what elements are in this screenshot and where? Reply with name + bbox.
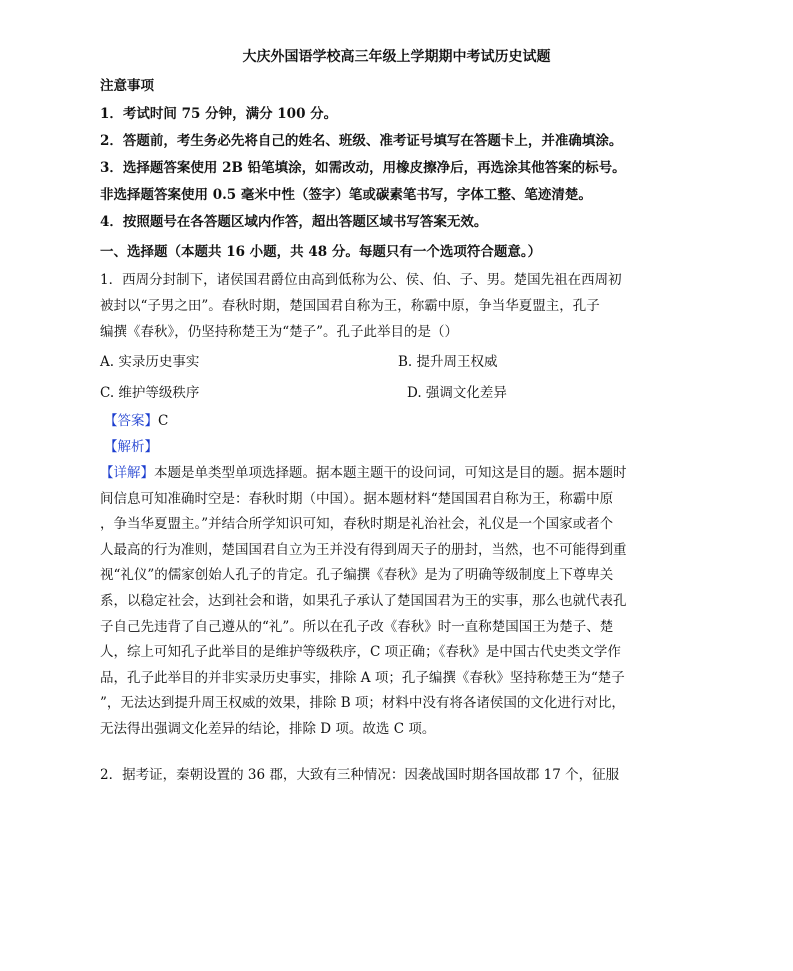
detail-line-8: 人，综上可知孔子此举目的是维护等级秩序，C 项正确；《春秋》是中国古代史类文学作 — [100, 644, 621, 661]
q1-stem-line-1: 1．西周分封制下，诸侯国君爵位由高到低称为公、侯、伯、子、男。楚国先祖在西周初 — [100, 272, 622, 288]
section-heading: 一、选择题（本题共 16 小题，共 48 分。每题只有一个选项符合题意。） — [100, 244, 542, 260]
q1-stem-line-3: 编撰《春秋》，仍坚持称楚王为“楚子”。孔子此举目的是（） — [100, 324, 459, 340]
q2-stem: 2．据考证，秦朝设置的 36 郡，大致有三种情况：因袭战国时期各国故郡 17 个，征服 — [100, 767, 620, 783]
detail-line-3: ，争当华夏盟主。”并结合所学知识可知，春秋时期是礼治社会，礼仪是一个国家或者个 — [100, 516, 614, 533]
detail-line-11: 无法得出强调文化差异的结论，排除 D 项。故选 C 项。 — [100, 720, 436, 737]
page-title: 大庆外国语学校高三年级上学期期中考试历史试题 — [242, 49, 551, 65]
notice-item-1: 1．考试时间 75 分钟，满分 100 分。 — [100, 106, 338, 122]
detail-line-9: 品，孔子此举目的并非实录历史事实，排除 A 项；孔子编撰《春秋》坚持称楚王为“楚子 — [100, 669, 625, 686]
answer-label: 【答案】 — [104, 413, 158, 429]
detail-line-4: 人最高的行为准则，楚国国君自立为王并没有得到周天子的册封，当然，也不可能得到重 — [100, 541, 627, 558]
q1-detail — [100, 461, 645, 743]
q1-stem-line-2: 被封以“子男之田”。春秋时期，楚国国君自称为王，称霸中原，争当华夏盟主，孔子 — [100, 298, 600, 314]
notice-item-4: 4．按照题号在各答题区域内作答，超出答题区域书写答案无效。 — [100, 214, 488, 230]
detail-line-2: 间信息可知准确时空是：春秋时期（中国）。据本题材料“楚国国君自称为王，称霸中原 — [100, 490, 614, 507]
q1-option-a: A. 实录历史事实 — [100, 354, 200, 370]
q1-option-c: C. 维护等级秩序 — [100, 385, 200, 401]
notice-heading: 注意事项 — [100, 78, 154, 94]
q1-answer — [104, 411, 168, 431]
notice-item-3: 3．选择题答案使用 2B 铅笔填涂，如需改动，用橡皮擦净后，再选涂其他答案的标号。 — [100, 160, 626, 176]
q1-analysis-label: 【解析】 — [104, 439, 158, 455]
notice-item-2: 2．答题前，考生务必先将自己的姓名、班级、准考证号填写在答题卡上，并准确填涂。 — [100, 133, 623, 149]
detail-line-10: ”，无法达到提升周王权威的效果，排除 B 项；材料中没有将各诸侯国的文化进行对比， — [100, 695, 625, 712]
q1-option-d: D. 强调文化差异 — [407, 385, 507, 401]
detail-label: 【详解】 — [100, 465, 154, 481]
notice-item-3b: 非选择题答案使用 0.5 毫米中性（签字）笔或碳素笔书写，字体工整、笔迹清楚。 — [100, 187, 592, 203]
q1-option-b: B. 提升周王权威 — [398, 354, 498, 370]
answer-value: C — [158, 413, 169, 429]
detail-line-6: 系，以稳定社会，达到社会和谐，如果孔子承认了楚国国君为王的实事，那么也就代表孔 — [100, 592, 627, 609]
detail-line-7: 子自己先违背了自己遵从的“礼”。所以在孔子改《春秋》时一直称楚国国王为楚子、楚 — [100, 618, 614, 635]
detail-line-5: 视“礼仪”的儒家创始人孔子的肯定。孔子编撰《春秋》是为了明确等级制度上下尊卑关 — [100, 567, 614, 584]
detail-line-1: 【详解】本题是单类型单项选择题。据本题主题干的设问词，可知这是目的题。据本题时 — [100, 465, 627, 481]
